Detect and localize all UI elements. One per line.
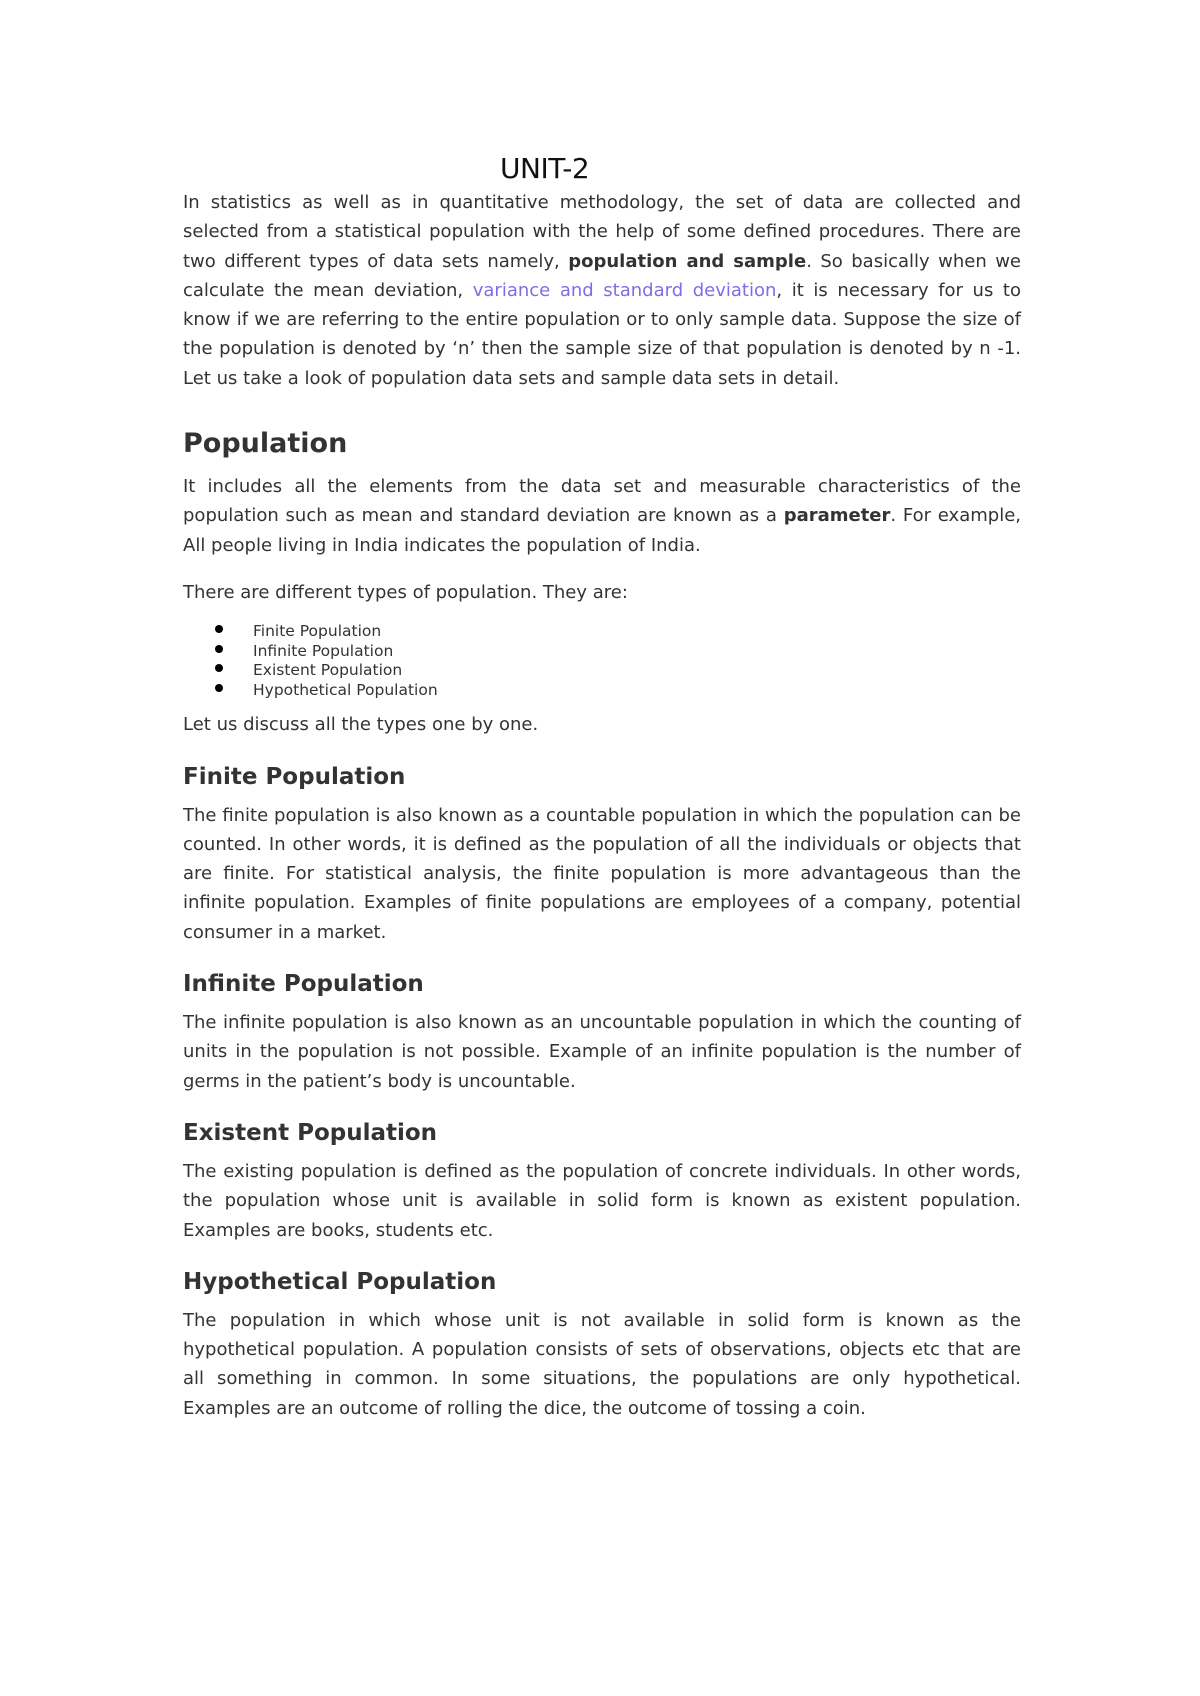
- finite-heading: Finite Population: [183, 763, 406, 790]
- parameter-bold-term: parameter: [783, 505, 891, 527]
- intro-text-1: In statistics as well as in quantitative methodology, the set of data are collected and selected from a statistical population with the help of some defined procedures. There are two different types of data sets namely,: [183, 192, 1021, 272]
- intro-bold-term: population and sample: [568, 250, 807, 272]
- intro-paragraph: [183, 188, 1021, 393]
- document-title: UNIT-2: [500, 152, 590, 185]
- bullet-icon: [215, 684, 223, 692]
- bullet-icon: [215, 645, 223, 653]
- variance-link[interactable]: variance and standard deviation: [472, 279, 777, 301]
- list-item-label: Infinite Population: [253, 641, 394, 660]
- population-paragraph: [183, 472, 1021, 560]
- population-text-1: It includes all the elements from the data set and measurable characteristics of the population such as mean and standard deviation are known as a: [183, 476, 1021, 527]
- intro-text-2: . So basically when we calculate the mean deviation,: [183, 250, 1021, 301]
- list-item: [253, 622, 1021, 642]
- existent-paragraph: The existing population is defined as the population of concrete individuals. In other words, the population whose unit is available in solid form is known as existent population. Examples are books, students etc.: [183, 1160, 1021, 1241]
- population-types-intro: There are different types of population. They are:: [183, 581, 628, 603]
- list-item-label: Hypothetical Population: [253, 680, 438, 699]
- list-item: [253, 661, 1021, 681]
- population-text-2: . For example, All people living in India indicates the population of India.: [183, 505, 1021, 556]
- list-item: [253, 681, 1021, 701]
- list-item-label: Existent Population: [253, 661, 403, 680]
- population-heading: Population: [183, 428, 348, 460]
- bullet-icon: [215, 664, 223, 672]
- hypothetical-heading: Hypothetical Population: [183, 1268, 497, 1295]
- infinite-paragraph: The infinite population is also known as an uncountable population in which the counting of units in the population is not possible. Example of an infinite population is the number of germs in the patient’s body is uncountable.: [183, 1012, 1021, 1092]
- intro-text-3: , it is necessary for us to know if we are referring to the entire population or to only sample data. Suppose the size of the population is denoted by ‘n’ then the sample size of that population is denoted by n -1. Let us take a look of population data sets and sample data sets in detail.: [183, 279, 1021, 389]
- list-item-label: Finite Population: [253, 622, 382, 641]
- population-types-list: [183, 622, 1021, 700]
- existent-heading: Existent Population: [183, 1119, 438, 1146]
- list-item: [253, 642, 1021, 662]
- document-page: [183, 152, 1021, 1423]
- bullet-icon: [215, 625, 223, 633]
- hypothetical-paragraph: The population in which whose unit is not available in solid form is known as the hypothetical population. A population consists of sets of observations, objects etc that are all something in common. In some situations, the populations are only hypothetical. Examples are an outcome of rolling the dice, the outcome of tossing a coin.: [183, 1309, 1021, 1419]
- discuss-paragraph: Let us discuss all the types one by one.: [183, 714, 539, 736]
- infinite-heading: Infinite Population: [183, 971, 424, 998]
- finite-paragraph: The finite population is also known as a countable population in which the population can be counted. In other words, it is defined as the population of all the individuals or objects that are finite. For statistical analysis, the finite population is more advantageous than the infinite population. Examples of finite populations are employees of a company, potential consumer in a market.: [183, 804, 1021, 943]
